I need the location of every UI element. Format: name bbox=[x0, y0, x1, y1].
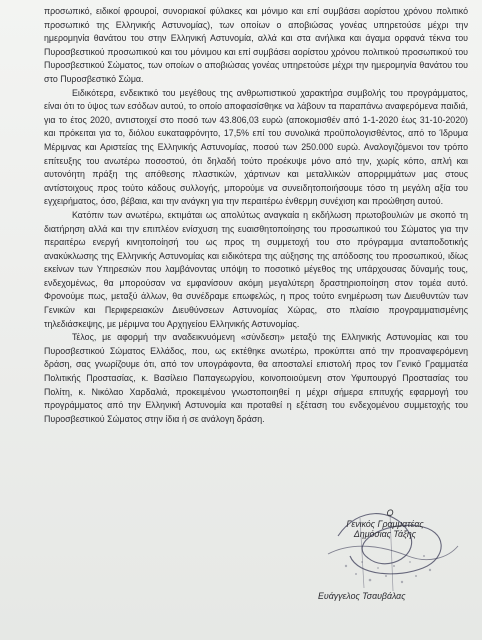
signature-title-line1: Γενικός Γραμματέας bbox=[346, 518, 424, 529]
signature-block bbox=[300, 508, 470, 540]
document-body bbox=[44, 5, 468, 426]
paragraph-program-contribution: Ειδικότερα, ενδεικτικό του μεγέθους της ανθρωπιστικού χαρακτήρα συμβολής του προγράμματος, είναι ότι το ύψος των εσόδων αυτού, το οποίο αποφασίσθηκε να λάβουν τα παραπάνω αναφερόμενα παιδιά, για το έτος 2020, αντιστοιχεί στο ποσό των 43.806,03 ευρώ (αποκομισθέν από 1-1-2020 έως 31-10-2020) και πρόκειται για το, διόλου ευκαταφρόνητο, 17,5% επί του συνολικά προϋπολογισθέντος, από το Ίδρυμα Μέριμνας και Αριστείας της Ελληνικής Αστυνομίας, ποσού των 250.000 ευρώ. Αναλογιζόμενοι τον τρόπο επίτευξης του ανωτέρω ποσοστού, ότι δηλαδή τούτο προέκυψε μόνο από την, χωρίς κόπο, απλή και αυτονόητη πράξη της απόθεσης πλαστικών, χάρτινων και μεταλλικών απορριμμάτων μας στους αντίστοιχους προς τούτο κάδους συλλογής, μπορούμε να συνειδητοποιήσουμε τόσο τη μεγάλη αξία του εγχειρήματος, όσο, βέβαια, και την ανάγκη για την περαιτέρω ένθερμη συνέχιση και προώθηση αυτού. bbox=[44, 87, 468, 207]
paragraph-closing: Τέλος, με αφορμή την αναδεικνυόμενη «σύνδεση» μεταξύ της Ελληνικής Αστυνομίας και του Πυροσβεστικού Σώματος Ελλάδος, που, ως εκτέθηκε ανωτέρω, προκύπτει από την προαναφερόμενη δράση, σας γνωρίζουμε ότι, από τον υπογράφοντα, θα αποσταλεί επιστολή προς τον Γενικό Γραμματέα Πολιτικής Προστασίας, κ. Βασίλειο Παπαγεωργίου, κοινοποιούμενη στον Υφυπουργό Προστασίας του Πολίτη, κ. Νικόλαο Χαρδαλιά, προκειμένου γνωστοποιηθεί η μέχρι σήμερα επιτυχής εφαρμογή του προγράμματος από την Ελληνική Αστυνομία και προταθεί η εξέταση του ενδεχομένου συμμετοχής του Πυροσβεστικού Σώματος στην ίδια ή σε ανάλογη δράση. bbox=[44, 332, 468, 424]
signature-title-line2: Δημόσιας Τάξης bbox=[353, 529, 417, 539]
signatory-name: Ευάγγελος Τσαυβάλας bbox=[318, 591, 406, 601]
signature-initial: Ο bbox=[386, 508, 394, 518]
paragraph-continuation: προσωπικό, ειδικοί φρουροί, συνοριακοί φύλακες και μόνιμο και επί συμβάσει αορίστου χρόνου πολιτικό προσωπικό της Ελληνικής Αστυνομίας), των οποίων ο αποβιώσας γονέας υπηρετούσε μέχρι την ημερομηνία θανάτου του στην Ελληνική Αστυνομία, αλλά και στα ανήλικα και άγαμα ορφανά τέκνα του Πυροσβεστικού προσωπικού και του μόνιμου και επί συμβάσει αορίστου χρόνου πολιτικού προσωπικού του Πυροσβεστικού Σώματος, των οποίων ο αποβιώσας γονέας υπηρετούσε μέχρι την ημερομηνία θανάτου του στο Πυροσβεστικό Σώμα. bbox=[44, 6, 468, 84]
paragraph-initiatives: Κατόπιν των ανωτέρω, εκτιμάται ως απολύτως αναγκαία η εκδήλωση πρωτοβουλιών με σκοπό τη διατήρηση αλλά και την επιπλέον ενίσχυση της ευαισθητοποίησης του προσωπικού του Σώματος για την περαιτέρω ενεργή κινητοποίησή του ως προς τη συμμετοχή του στο πρόγραμμα ανταποδοτικής ανακύκλωσης της Ελληνικής Αστυνομίας και ειδικότερα της αύξησης της απόδοσης του προσωπικού, ιδίως εκείνων των Υπηρεσιών που λαμβάνοντας υπόψη το ποσοτικό μέγεθος της υπάρχουσας δύναμής τους, ενδεχομένως, θα μπορούσαν να εμφανίσουν ακόμη μεγαλύτερη δραστηριοποίηση στον τομέα αυτό. Φρονούμε πως, μεταξύ άλλων, θα συνέδραμε επωφελώς, η προς τούτο ενημέρωση των Διευθυντών των Γενικών και Περιφερειακών Διευθύνσεων Αστυνομίας Χώρας, στο πλαίσιο προγραμματισμένης τηλεδιάσκεψης, με μέριμνα του Αρχηγείου Ελληνικής Αστυνομίας. bbox=[44, 209, 468, 329]
